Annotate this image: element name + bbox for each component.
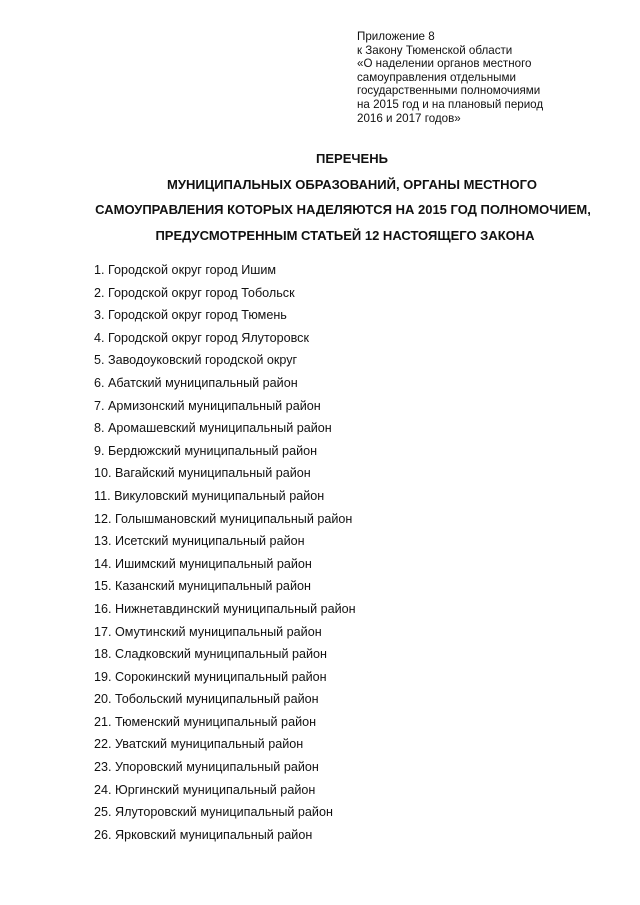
item-name: Городской округ город Тюмень	[108, 308, 287, 323]
item-name: Упоровский муниципальный район	[115, 760, 319, 775]
item-name: Уватский муниципальный район	[115, 737, 304, 752]
annex-line: 2016 и 2017 годов»	[357, 111, 461, 125]
item-number: 10.	[94, 466, 112, 481]
item-number: 8.	[94, 421, 105, 436]
item-name: Тобольский муниципальный район	[115, 692, 319, 707]
municipality-list	[94, 259, 356, 846]
annex-line: Приложение 8	[357, 30, 435, 43]
item-name: Бердюжский муниципальный район	[108, 443, 318, 458]
item-name: Сладковский муниципальный район	[115, 647, 328, 662]
item-number: 14.	[94, 556, 112, 571]
item-name: Казанский муниципальный район	[115, 579, 311, 594]
item-number: 22.	[94, 737, 112, 752]
item-name: Омутинский муниципальный район	[115, 624, 322, 639]
title-line: ПЕРЕЧЕНЬ	[316, 151, 388, 166]
item-number: 26.	[94, 827, 112, 842]
list-item	[94, 530, 356, 553]
item-name: Исетский муниципальный район	[115, 534, 305, 549]
item-number: 3.	[94, 308, 105, 323]
list-item	[94, 282, 356, 305]
item-name: Городской округ город Ишим	[108, 263, 277, 277]
list-item	[94, 575, 356, 598]
item-name: Ишимский муниципальный район	[115, 556, 312, 571]
item-name: Голышмановский муниципальный район	[115, 511, 353, 526]
item-name: Юргинский муниципальный район	[115, 782, 316, 797]
item-number: 19.	[94, 669, 112, 684]
item-number: 9.	[94, 443, 105, 458]
annex-line: «О наделении органов местного	[357, 57, 532, 71]
list-item	[94, 372, 356, 395]
title-line: ПРЕДУСМОТРЕННЫМ СТАТЬЕЙ 12 НАСТОЯЩЕГО ЗАКОНА	[155, 228, 535, 244]
item-number: 24.	[94, 782, 112, 797]
list-item	[94, 417, 356, 440]
document-title	[40, 146, 640, 249]
item-name: Нижнетавдинский муниципальный район	[115, 601, 356, 616]
item-number: 12.	[94, 511, 112, 526]
list-item	[94, 711, 356, 734]
list-item	[94, 801, 356, 824]
item-number: 11.	[94, 488, 111, 503]
annex-line: самоуправления отдельными	[357, 70, 516, 84]
item-number: 6.	[94, 375, 105, 390]
list-item	[94, 327, 356, 350]
item-number: 25.	[94, 805, 112, 820]
list-item	[94, 733, 356, 756]
item-number: 20.	[94, 692, 112, 707]
list-item	[94, 259, 356, 282]
item-name: Абатский муниципальный район	[108, 375, 298, 390]
list-item	[94, 621, 356, 644]
list-item	[94, 485, 356, 508]
list-item	[94, 643, 356, 666]
list-item	[94, 756, 356, 779]
item-name: Вагайский муниципальный район	[115, 466, 311, 481]
item-name: Ялуторовский муниципальный район	[115, 805, 333, 820]
item-name: Сорокинский муниципальный район	[115, 669, 327, 684]
title-line: САМОУПРАВЛЕНИЯ КОТОРЫХ НАДЕЛЯЮТСЯ НА 2015 ГОД ПОЛНОМОЧИЕМ,	[95, 202, 591, 218]
item-number: 18.	[94, 647, 112, 662]
item-name: Городской округ город Тобольск	[108, 285, 295, 300]
list-item	[94, 824, 356, 847]
item-number: 23.	[94, 760, 112, 775]
list-item	[94, 666, 356, 689]
item-number: 16.	[94, 601, 112, 616]
list-item	[94, 688, 356, 711]
item-name: Армизонский муниципальный район	[108, 398, 321, 413]
item-number: 1.	[94, 263, 105, 277]
item-name: Викуловский муниципальный район	[114, 488, 325, 503]
item-name: Заводоуковский городской округ	[108, 353, 298, 368]
item-number: 7.	[94, 398, 105, 413]
list-item	[94, 462, 356, 485]
list-item	[94, 779, 356, 802]
item-number: 17.	[94, 624, 112, 639]
item-number: 5.	[94, 353, 105, 368]
item-name: Тюменский муниципальный район	[115, 714, 317, 729]
item-name: Аромашевский муниципальный район	[108, 421, 332, 436]
item-name: Городской округ город Ялуторовск	[108, 330, 309, 345]
list-item	[94, 395, 356, 418]
list-item	[94, 508, 356, 531]
list-item	[94, 598, 356, 621]
item-name: Ярковский муниципальный район	[115, 827, 313, 842]
item-number: 13.	[94, 534, 112, 549]
item-number: 4.	[94, 330, 105, 345]
list-item	[94, 349, 356, 372]
item-number: 21.	[94, 714, 112, 729]
annex-line: на 2015 год и на плановый период	[357, 97, 544, 111]
title-line: МУНИЦИПАЛЬНЫХ ОБРАЗОВАНИЙ, ОРГАНЫ МЕСТНОГО	[167, 176, 537, 192]
annex-note	[357, 30, 627, 125]
annex-line: к Закону Тюменской области	[357, 43, 513, 57]
list-item	[94, 304, 356, 327]
item-number: 2.	[94, 285, 105, 300]
list-item	[94, 440, 356, 463]
annex-line: государственными полномочиями	[357, 84, 541, 98]
list-item	[94, 553, 356, 576]
item-number: 15.	[94, 579, 112, 594]
